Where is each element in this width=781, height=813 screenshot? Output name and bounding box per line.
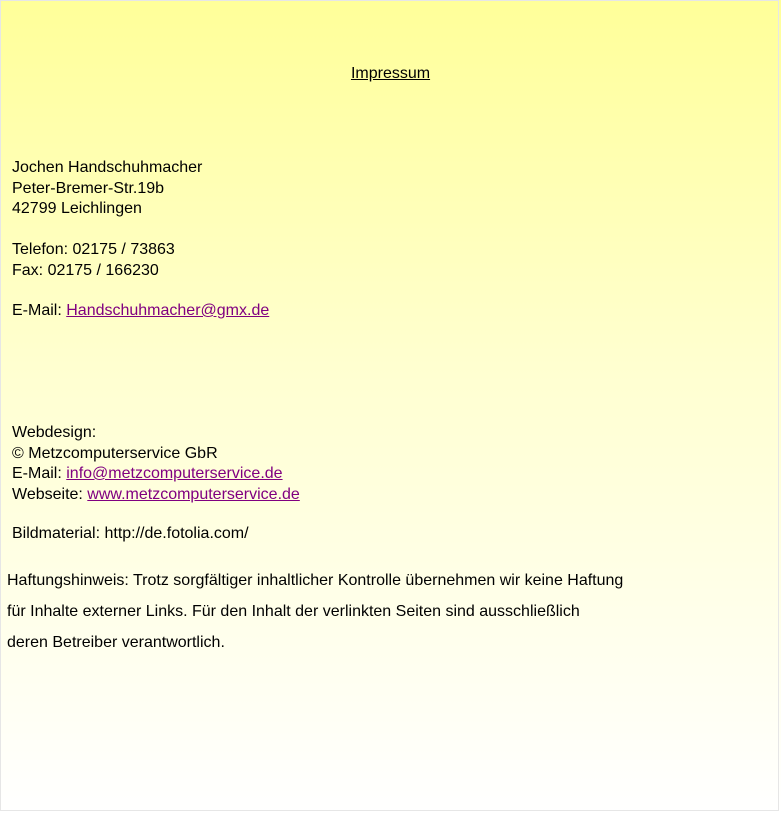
owner-email-link[interactable]: Handschuhmacher@gmx.de xyxy=(66,302,270,319)
phone-block xyxy=(12,240,175,281)
webdesign-company: © Metzcomputerservice GbR xyxy=(12,444,218,462)
email-label: E-Mail: xyxy=(12,302,67,319)
image-credit: Bildmaterial: http://de.fotolia.com/ xyxy=(12,525,249,542)
webdesign-block xyxy=(12,423,300,505)
postal-city: 42799 Leichlingen xyxy=(12,200,142,217)
phone-number: Telefon: 02175 / 73863 xyxy=(12,241,175,258)
disclaimer-line: deren Betreiber verantwortlich. xyxy=(7,634,225,651)
disclaimer-line: für Inhalte externer Links. Für den Inhalt der verlinkten Seiten sind ausschließlich xyxy=(7,603,580,620)
fax-number: Fax: 02175 / 166230 xyxy=(12,261,159,279)
webdesign-email-link[interactable]: info@metzcomputerservice.de xyxy=(66,465,283,482)
webdesign-email-label: E-Mail: xyxy=(12,465,67,482)
street-address: Peter-Bremer-Str.19b xyxy=(12,179,165,197)
image-credit-block xyxy=(12,524,249,545)
website-link[interactable]: www.metzcomputerservice.de xyxy=(87,485,300,503)
impressum-link[interactable]: Impressum xyxy=(350,65,431,82)
address-block xyxy=(12,158,202,220)
webdesign-heading: Webdesign: xyxy=(12,424,97,441)
page-title xyxy=(0,65,781,83)
disclaimer xyxy=(7,565,747,658)
email-block xyxy=(12,301,269,322)
website-label: Webseite: xyxy=(12,485,88,503)
owner-name: Jochen Handschuhmacher xyxy=(12,159,203,176)
disclaimer-line: Haftungshinweis: Trotz sorgfältiger inhaltlicher Kontrolle übernehmen wir keine Haftung xyxy=(7,572,624,589)
